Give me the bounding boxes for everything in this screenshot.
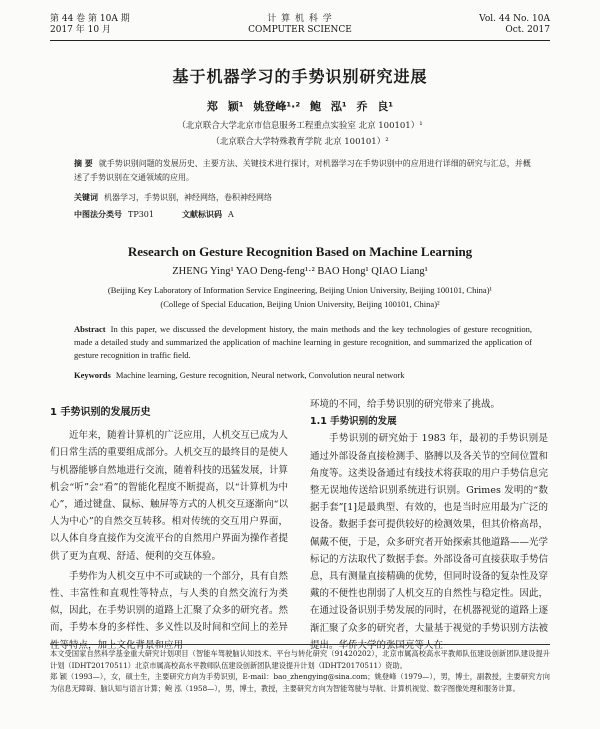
clc-value: TP301 — [128, 210, 154, 219]
footnote-authors: 郑 颖（1993—），女，硕士生，主要研究方向为手势识别，E-mail：bao_zhengying@sina.com；姚登峰（1979—），男，博士，副教授，主要研究方向为信息无障碍、脑认知与语言计算；鲍 泓（1958—），男，博士，教授，主要研究方向为智能驾驶与导航、计算机视觉、数字图像处理和服务计算。 — [50, 672, 550, 693]
doc-code-label: 文献标识码 — [182, 210, 222, 219]
paper-title-cn: 基于机器学习的手势识别研究进展 — [172, 67, 428, 86]
right-column-lead: 环境的不同，给手势识别的研究带来了挑战。 — [310, 399, 501, 410]
abstract-en-label: Abstract — [74, 324, 106, 334]
keywords-en — [74, 369, 532, 381]
keywords-en-label: Keywords — [74, 370, 111, 380]
authors-cn: 郑 颖¹ 姚登峰¹·² 鲍 泓¹ 乔 良¹ — [206, 100, 394, 113]
doc-code-value: A — [228, 210, 234, 219]
keywords-cn-label: 关键词 — [74, 193, 98, 202]
keywords-cn-text: 机器学习，手势识别，神经网络，卷积神经网络 — [104, 193, 272, 202]
left-column — [50, 404, 288, 654]
publication-date-en: Oct. 2017 — [505, 25, 550, 35]
section-1-paragraph-2: 手势作为人机交互中不可或缺的一个部分，具有自然性、丰富性和直观性等特点，与人类的自然交流行为类似，因此，在手势识别的道路上汇聚了众多的研究者。然而，手势本身的多样性、多义性以及时间和空间上的差异性等特点，加上文化背景和应用 — [50, 570, 288, 651]
abstract-cn — [74, 157, 532, 185]
volume-issue-en: Vol. 44 No. 10A — [479, 14, 550, 24]
authors-en: ZHENG Ying¹ YAO Deng-feng¹·² BAO Hong¹ QIAO Liang¹ — [172, 266, 428, 277]
volume-issue: 第 44 卷 第 10A 期 — [50, 14, 130, 24]
section-1-heading: 1 手势识别的发展历史 — [50, 407, 151, 418]
publication-date: 2017 年 10 月 — [50, 25, 111, 35]
journal-name-cn: 计 算 机 科 学 — [267, 14, 333, 24]
section-1-paragraph-1: 近年来，随着计算机的广泛应用，人机交互已成为人们日常生活的重要组成部分。人机交互的最终目的是使人与机器能够自然地进行交流，随着科技的迅猛发展，计算机会“听”会“看”的智能化程度不断提高，以“计算机为中心”，通过键盘、鼠标、触屏等方式的人机交互逐渐向“以人为中心”的自然交互转移。相对传统的交互用户界面，以人体自身直接作为交流平台的自然用户界面为操作者提供了更为直观、舒适、便利的交互体验。 — [50, 430, 288, 562]
abstract-en-text: In this paper, we discussed the development history, the main methods and the key technologies of gesture recognition, made a detailed study and summarized the application of machine learning in gesture recognition, and summarized the application of gesture recognition in traffic field. — [74, 324, 532, 360]
abstract-cn-label: 摘 要 — [74, 159, 93, 168]
classification-line — [74, 209, 532, 221]
subsection-1-1-heading: 1.1 手势识别的发展 — [310, 416, 397, 428]
keywords-cn — [74, 192, 532, 204]
abstract-cn-text: 就手势识别问题的发展历史、主要方法、关键技术进行探讨，对机器学习在手势识别中的应用进行详细的研究与汇总，并概述了手势识别在交通领域的应用。 — [74, 159, 531, 182]
affiliation-en-1: (Beijing Key Laboratory of Information Service Engineering, Beijing Union University, Beijing 100101, China)¹ — [107, 285, 493, 295]
abstract-en — [74, 323, 532, 362]
affiliation-cn-1: （北京联合大学北京市信息服务工程重点实验室 北京 100101）¹ — [177, 121, 423, 131]
affiliation-en-2: (College of Special Education, Beijing Union University, Beijing 100101, China)² — [160, 299, 440, 309]
journal-name-en: COMPUTER SCIENCE — [248, 25, 352, 35]
running-header-right — [479, 14, 550, 36]
clc-label: 中图法分类号 — [74, 210, 122, 219]
right-column — [310, 396, 548, 654]
header-rule — [50, 40, 550, 41]
paper-title-en: Research on Gesture Recognition Based on Machine Learning — [127, 244, 473, 259]
subsection-1-1-paragraph: 手势识别的研究始于 1983 年，最初的手势识别是通过外部设备直接检测手、胳膊以及各关节的空间位置和角度等。这类设备通过有线技术将获取的用户手势信息完整无误地传送给识别系统进行识别。Grimes 发明的“数据手套”[1]是最典型、有效的，也是当时应用最为广泛的设备。数据手套可提供较好的检测效果，但其价格高昂，佩戴不便，于是，众多研究者开始探索其他道路——光学标记的方法取代了数据手套。外部设备可直接获取手势信息，具有测量直接精确的优势，但同时设备的复杂性及穿戴的不便性也削弱了人机交互的自然性与稳定性。因此，在通过设备识别手势发展的同时，在机器视觉的道路上逐渐汇聚了众多的研究者，大量基于视觉的手势识别方法被提出。华侨大学的张国亮等人在 — [310, 433, 548, 651]
footnote-rule — [50, 644, 550, 645]
footnote — [50, 648, 550, 694]
affiliation-cn-2: （北京联合大学特殊教育学院 北京 100101）² — [211, 137, 389, 147]
keywords-en-text: Machine learning, Gesture recognition, Neural network, Convolution neural network — [115, 370, 405, 380]
footnote-funding: 本文受国家自然科学基金重大研究计划项目（智能车驾驶脑认知技术、平台与转化研究（91420202），北京市属高校高水平教师队伍建设创新团队建设提升计划（IDHT20170511）北京市属高校高水平教师队伍建设创新团队建设提升计划（IDHT20170511）资助。 — [50, 649, 550, 670]
